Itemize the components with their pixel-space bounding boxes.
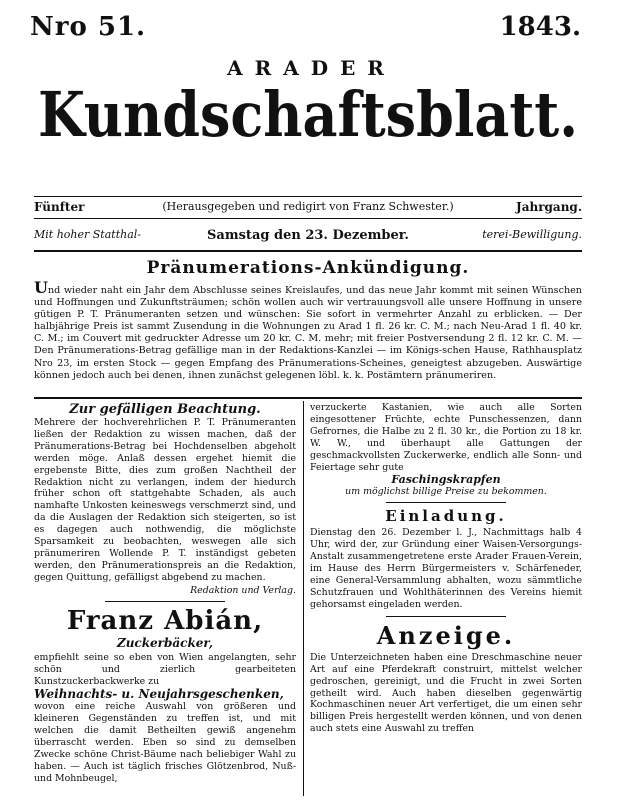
dropcap: U bbox=[34, 278, 48, 297]
masthead-top-word: ARADER bbox=[227, 56, 396, 80]
notice-body: Mehrere der hochverehrlichen P. T. Pränumeranten ließen der Redaktion zu wissen machen, daß der Pränumerations-Betrag bei Hochdenselben abgeholt werden möge. Anlaß dessen ergehet hiemit die ergebenste Bitte, dies zum großen Nachtheil der Redaktion nicht zu verlangen, indem der hiedurch früher schon oft stattgehabte Schaden, als auch namhafte Unkosten keineswegs verschmerzt sind, und da die Auslagen der Redaktion sich steigerten, so ist es dagegen auch nothwendig, die möglichste Sparsamkeit zu beobachten, weswegen alle sich pränumeriren Wollende P. T. inständigst gebeten werden, den Pränumerationspreis an die Redaktion, gegen Quittung, gefälligst abgebend zu machen. bbox=[34, 417, 296, 583]
praenumeration-body: nd wieder naht ein Jahr dem Abschlusse seines Kreislaufes, und das neue Jahr kommt mit seinen Wünschen und Hoffnungen und Zukunftsträumen; schön wollen auch wir vertrauungsvoll alle unsere Hoffnung in unsere gütigen P. T. Pränumeranten setzen und wünschen: Sie sofort in vermehrter Anzahl zu erblicken. — Der halbjährige Preis ist sammt Zusendung in die Wohnungen zu Arad 1 fl. 26 kr. C. M.; nach Neu-Arad 1 fl. 40 kr. C. M.; im Couvert mit gedruckter Adresse um 20 kr. C. M. mehr; mit freier Postversendung 2 fl. 12 kr. C. M. — Den Pränumerations-Betrag gefällige man in der Redaktions-Kanzlei — im Königs-schen Hause, Rathhausplatz Nro 23, im ersten Stock — gegen Empfang des Pränumerations-Scheines, geneigtest abzugeben. Auswärtige können jedoch auch bei denen, ihnen zunächst gelegenen löbl. k. k. Postämtern pränumeriren. bbox=[34, 285, 582, 381]
permission-right: terei-Bewilligung. bbox=[482, 228, 582, 241]
notice-signature: Redaktion und Verlag. bbox=[190, 584, 296, 596]
einladung-body: Dienstag den 26. Dezember l. J., Nachmittags halb 4 Uhr, wird der, zur Gründung einer Waisen-Versorgungs-Anstalt zusammengetretene erste Arader Frauen-Verein, im Hause des Herrn Bürgermeisters v. Schärfeneder, eine General-Versammlung abhalten, wozu sämmtliche Schutzfrauen und Wohlthäterinnen des Vereins hiemit gehorsamst eingeladen werden. bbox=[310, 527, 582, 610]
edition-label: Fünfter bbox=[34, 200, 85, 214]
fasching-heading: Faschingskrapfen bbox=[391, 473, 501, 487]
notice-heading: Zur gefälligen Beachtung. bbox=[69, 402, 261, 417]
divider bbox=[386, 502, 506, 503]
publisher-line: (Herausgegeben und redigirt von Franz Schwester.) bbox=[162, 200, 454, 213]
issue-date: Samstag den 23. Dezember. bbox=[207, 228, 409, 243]
divider bbox=[34, 250, 582, 252]
right-column bbox=[310, 402, 582, 735]
ad-body-1: empfiehlt seine so eben von Wien angelangten, sehr schön und zierlich gearbeiteten Kunstzuckerbackwerke zu bbox=[34, 651, 296, 687]
volume-label: Jahrgang. bbox=[516, 200, 582, 214]
divider bbox=[386, 616, 506, 617]
divider bbox=[34, 196, 582, 197]
section-divider bbox=[34, 397, 582, 399]
divider bbox=[34, 218, 582, 219]
left-column bbox=[34, 402, 296, 785]
divider bbox=[105, 601, 225, 602]
einladung-heading: Einladung. bbox=[385, 507, 507, 526]
masthead-title: Kundschaftsblatt. bbox=[37, 77, 579, 151]
fasching-sub: um möglichst billige Preise zu bekommen. bbox=[345, 486, 547, 498]
ad-continuation: verzuckerte Kastanien, wie auch alle Sorten eingesottener Früchte, echte Punschessenzen, dann Gefrornes, die Halbe zu 2 fl. 30 kr., die Portion zu 18 kr. W. W., und überhaupt alle Gattungen der geschmackvollsten Zuckerwerke, endlich alle Sonn- und Feiertage sehr gute bbox=[310, 402, 582, 473]
praenumeration-text bbox=[34, 278, 582, 382]
permission-left: Mit hoher Statthal- bbox=[34, 228, 141, 241]
ad-highlight: Weihnachts- u. Neujahrsgeschenken, bbox=[34, 687, 284, 702]
ad-body-2: wovon eine reiche Auswahl von größeren und kleineren Gegenständen zu treffen ist, und mit welchen die damit Betheilten gewiß angenehm überrascht werden. Eben so sind zu demselben Zwecke schöne Christ-Bäume nach beliebiger Wahl zu haben. — Auch ist täglich frisches Glötzenbrod, Nuß- und Mohnbeugel, bbox=[34, 701, 296, 784]
anzeige-body: Die Unterzeichneten haben eine Dreschmaschine neuer Art auf eine Pferdekraft construirt, mittelst welcher gedroschen, gereinigt, und die Frucht in zwei Sorten getheilt wird. Auch haben dieselben gegenwärtig Kochmaschinen neuer Art verfertiget, die um einen sehr billigen Preis hergestellt werden können, und von denen auch stets eine Auswahl zu treffen bbox=[310, 651, 582, 735]
issue-number: Nro 51. bbox=[30, 12, 147, 42]
praenumeration-heading: Pränumerations-Ankündigung. bbox=[146, 258, 470, 278]
column-divider bbox=[303, 401, 304, 796]
advertiser-name: Franz Abián, bbox=[66, 605, 264, 636]
issue-year: 1843. bbox=[499, 12, 581, 42]
anzeige-heading: Anzeige. bbox=[376, 620, 516, 650]
advertiser-title: Zuckerbäcker, bbox=[116, 635, 214, 650]
